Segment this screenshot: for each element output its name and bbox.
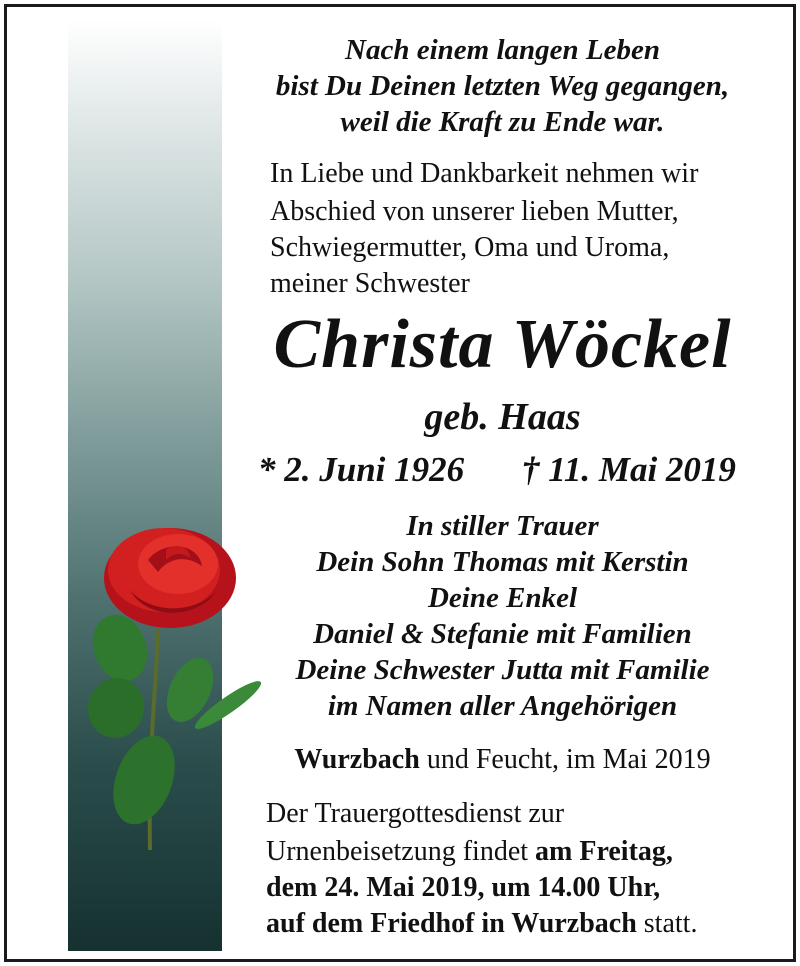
poem-line: weil die Kraft zu Ende war. bbox=[340, 106, 665, 138]
deceased-name: Christa Wöckel bbox=[273, 306, 732, 383]
funeral-line bbox=[266, 910, 697, 938]
funeral-text: Urnenbeisetzung findet bbox=[266, 836, 536, 867]
place-town: Wurzbach bbox=[294, 744, 420, 775]
intro-line: In Liebe und Dankbarkeit nehmen wir bbox=[270, 158, 699, 189]
poem-line: bist Du Deinen letzten Weg gegangen, bbox=[275, 70, 730, 102]
mourner-line: Daniel & Stefanie mit Familien bbox=[313, 618, 692, 650]
place-date bbox=[230, 746, 775, 774]
funeral-text: statt. bbox=[636, 908, 698, 939]
mourner-line: In stiller Trauer bbox=[406, 510, 599, 542]
funeral-line bbox=[266, 838, 673, 866]
mourner-line: im Namen aller Angehörigen bbox=[327, 690, 678, 722]
funeral-date-time: dem 24. Mai 2019, um 14.00 Uhr, bbox=[266, 872, 661, 903]
mourner-line: Dein Sohn Thomas mit Kerstin bbox=[316, 546, 689, 578]
funeral-line: Der Trauergottesdienst zur bbox=[266, 798, 565, 829]
funeral-location: auf dem Friedhof in Wurzbach bbox=[266, 908, 637, 939]
intro-line: meiner Schwester bbox=[270, 268, 470, 299]
mourner-line: Deine Enkel bbox=[427, 582, 578, 614]
mourner-line: Deine Schwester Jutta mit Familie bbox=[295, 654, 710, 686]
intro-line: Abschied von unserer lieben Mutter, bbox=[270, 196, 679, 227]
intro-line: Schwiegermutter, Oma und Uroma, bbox=[270, 232, 670, 263]
born-name: geb. Haas bbox=[424, 396, 581, 438]
birth-date: * 2. Juni 1926 bbox=[258, 450, 465, 489]
place-rest: und Feucht, im Mai 2019 bbox=[419, 744, 711, 775]
death-date: † 11. Mai 2019 bbox=[522, 450, 736, 489]
funeral-day: am Freitag, bbox=[535, 836, 673, 867]
poem-line: Nach einem langen Leben bbox=[345, 34, 660, 66]
